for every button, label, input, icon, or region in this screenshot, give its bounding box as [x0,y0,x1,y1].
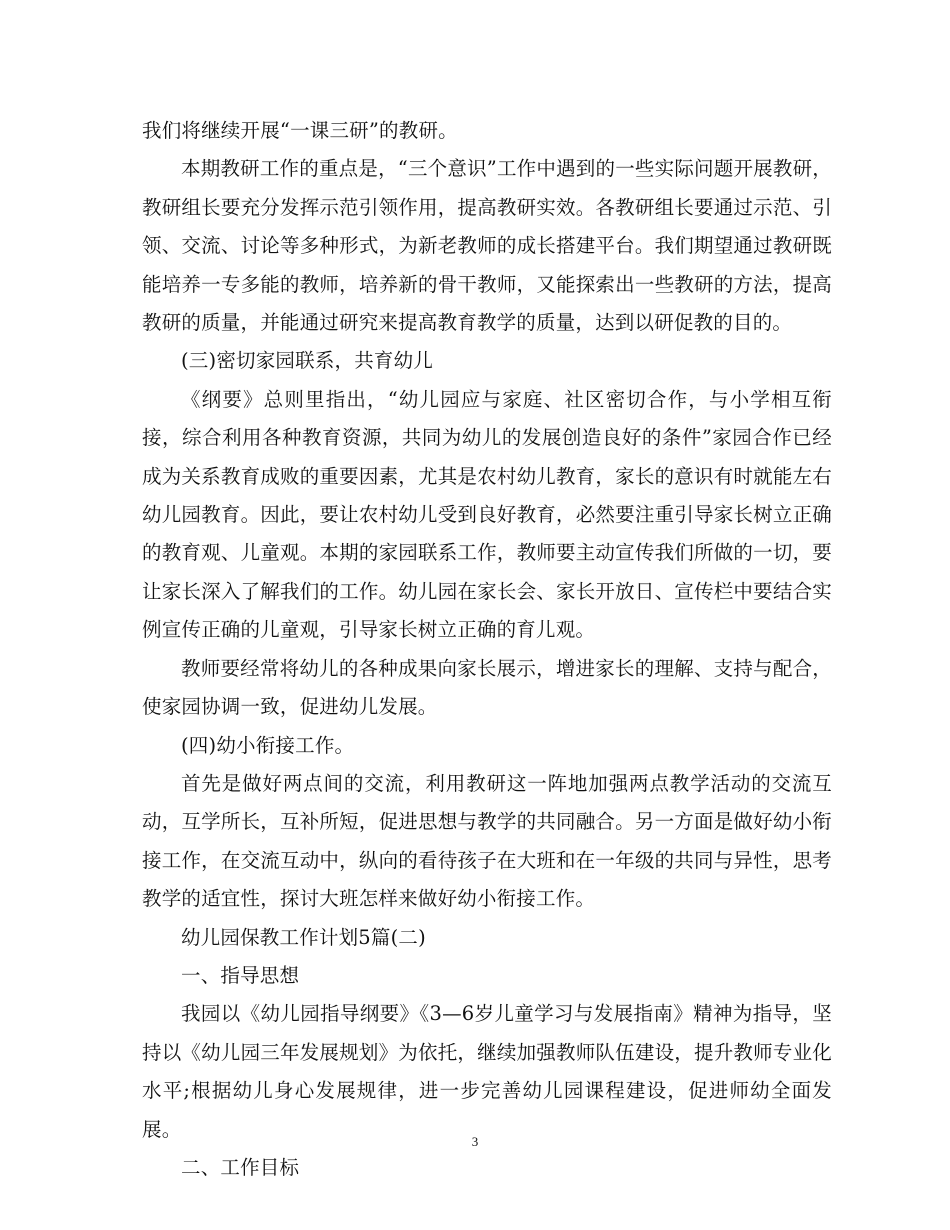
section-heading-work-goals: 二、工作目标 [181,1155,300,1179]
section-heading-transition: (四)幼小衔接工作。 [181,733,355,757]
document-subtitle: 幼儿园保教工作计划5篇(二) [181,925,426,949]
section-heading-home-school: (三)密切家园联系，共育幼儿 [181,349,434,373]
page-number: 3 [471,1134,479,1149]
paragraph-parent-display: 教师要经常将幼儿的各种成果向家长展示，增进家长的理解、支持与配合，使家园协调一致，促进幼儿发展。 [142,656,832,719]
paragraph-guiding-ideology: 我园以《幼儿园指导纲要》《3—6岁儿童学习与发展指南》精神为指导，坚持以《幼儿园三年发展规划》为依托，继续加强教师队伍建设，提升教师专业化水平;根据幼儿身心发展规律，进一步完善幼儿园课程建设，促进师幼全面发展。 [142,1002,832,1141]
paragraph-research-focus: 本期教研工作的重点是，“三个意识”工作中遇到的一些实际问题开展教研，教研组长要充分发挥示范引领作用，提高教研实效。各教研组长要通过示范、引领、交流、讨论等多种形式，为新老教师的成长搭建平台。我们期望通过教研既能培养一专多能的教师，培养新的骨干教师，又能探索出一些教研的方法，提高教研的质量，并能通过研究来提高教育教学的质量，达到以研促教的目的。 [142,157,832,335]
paragraph-transition-work: 首先是做好两点间的交流，利用教研这一阵地加强两点教学活动的交流互动，互学所长，互补所短，促进思想与教学的共同融合。另一方面是做好幼小衔接工作，在交流互动中，纵向的看待孩子在大班和在一年级的共同与异性，思考教学的适宜性，探讨大班怎样来做好幼小衔接工作。 [142,771,832,911]
paragraph-outline-quote: 《纲要》总则里指出，“幼儿园应与家庭、社区密切合作，与小学相互衔接，综合利用各种教育资源，共同为幼儿的发展创造良好的条件”家园合作已经成为关系教育成败的重要因素，尤其是农村幼儿教育，家长的意识有时就能左右幼儿园教育。因此，要让农村幼儿受到良好教育，必然要注重引导家长树立正确的教育观、儿童观。本期的家园联系工作，教师要主动宣传我们所做的一切，要让家长深入了解我们的工作。幼儿园在家长会、家长开放日、宣传栏中要结合实例宣传正确的儿童观，引导家长树立正确的育儿观。 [142,387,832,642]
document-body [142,112,832,1187]
section-heading-guiding-ideology: 一、指导思想 [181,963,300,987]
paragraph-continuation: 我们将继续开展“一课三研”的教研。 [142,119,458,142]
